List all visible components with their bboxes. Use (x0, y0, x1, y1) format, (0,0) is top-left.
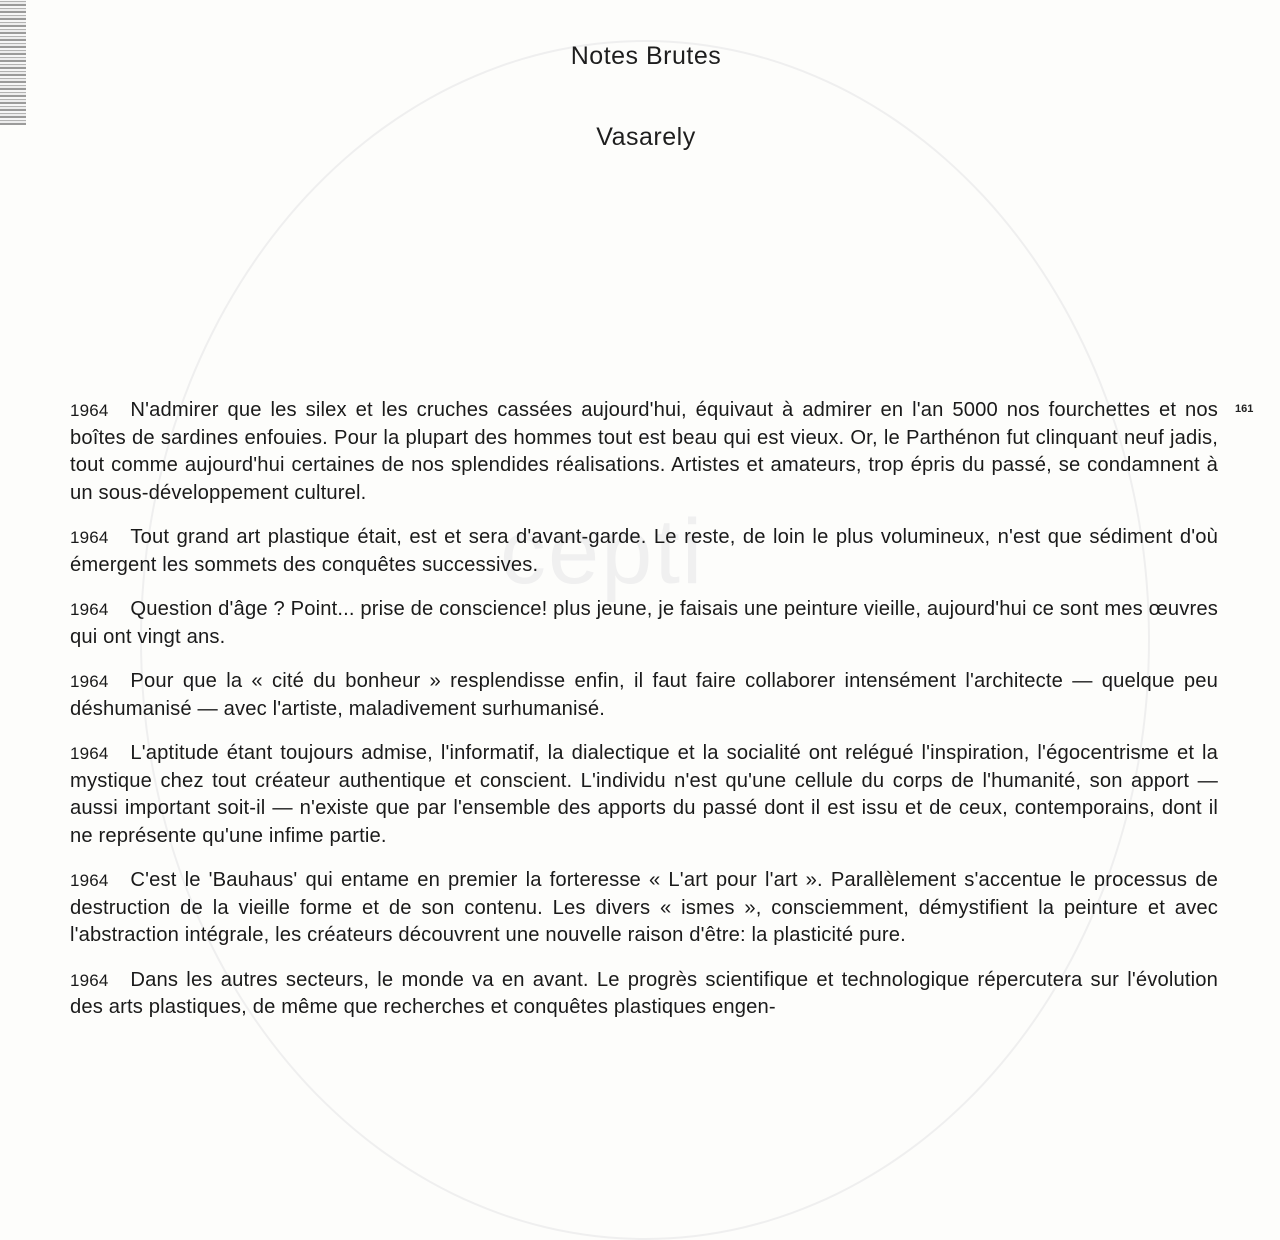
entry-year: 1964 (70, 871, 109, 890)
entry (70, 740, 1218, 850)
entry-year: 1964 (70, 600, 109, 619)
entry (70, 524, 1218, 579)
entry-year: 1964 (70, 744, 109, 763)
entry-year: 1964 (70, 672, 109, 691)
page-title: Notes Brutes (570, 42, 722, 70)
entry-text: C'est le 'Bauhaus' qui entame en premier la forteresse « L'art pour l'art ». Parallèlement s'accentue le processus de destruction de la vieille forme et de son contenu. Les divers « ismes », consciemment, démystifient la peinture et avec l'abstraction intégrale, les créateurs découvrent une nouvelle raison d'être: la plasticité pure. (70, 869, 1218, 946)
entry-text: Tout grand art plastique était, est et sera d'avant-garde. Le reste, de loin le plus volumineux, n'est que sédiment d'où émergent les sommets des conquêtes successives. (70, 526, 1218, 576)
entry (70, 668, 1218, 723)
entry-text: Dans les autres secteurs, le monde va en avant. Le progrès scientifique et technologique répercutera sur l'évolution des arts plastiques, de même que recherches et conquêtes plastiques engen- (70, 968, 1218, 1018)
entry-text: Question d'âge ? Point... prise de conscience! plus jeune, je faisais une peinture vieille, aujourd'hui ce sont mes œuvres qui ont vingt ans. (70, 598, 1218, 648)
entry (70, 967, 1218, 1022)
entry-text: L'aptitude étant toujours admise, l'informatif, la dialectique et la socialité ont relégué l'inspiration, l'égocentrisme et la mystique chez tout créateur authentique et conscient. L'individu n'est qu'une cellule du corps de l'humanité, son apport — aussi important soit-il — n'existe que par l'ensemble des apports du passé dont il est issu et de ceux, contemporains, dont il ne représente qu'une infime partie. (70, 742, 1218, 847)
entry-year: 1964 (70, 401, 109, 420)
entries-list (70, 397, 1218, 1039)
entry-year: 1964 (70, 528, 109, 547)
watermark: cepti (500, 501, 705, 603)
entry (70, 867, 1218, 950)
entry-year: 1964 (70, 970, 109, 990)
entry-text: N'admirer que les silex et les cruches cassées aujourd'hui, équivaut à admirer en l'an 5000 nos fourchettes et nos boîtes de sardines enfouies. Pour la plupart des hommes tout est beau qui est vieux. Or, le Parthénon fut clinquant neuf jadis, tout comme aujourd'hui certaines de nos splendides réalisations. Artistes et amateurs, trop épris du passé, se condamnent à un sous-développement culturel. (70, 399, 1218, 504)
entry (70, 397, 1218, 507)
author-name: Vasarely (596, 123, 696, 151)
entry (70, 596, 1218, 651)
entry-text: Pour que la « cité du bonheur » resplendisse enfin, il faut faire collaborer intensément l'architecte — quelque peu déshumanisé — avec l'artiste, maladivement surhumanisé. (70, 670, 1218, 720)
page-number: 161 (1235, 403, 1254, 415)
